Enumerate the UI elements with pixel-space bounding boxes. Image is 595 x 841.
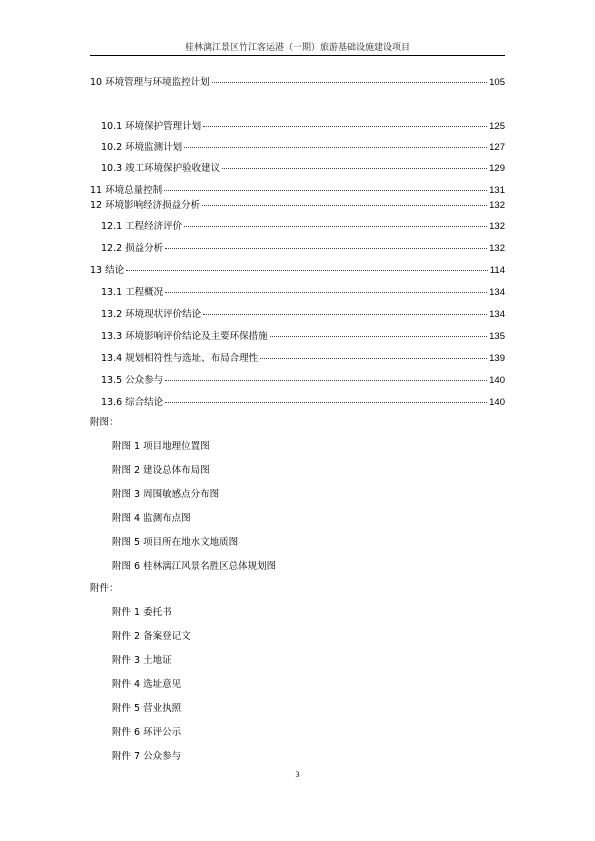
figures-label: 附图： <box>90 417 119 428</box>
attachment-item: 附件 7 公众参与 <box>112 751 182 762</box>
dot-leader <box>222 168 487 169</box>
toc-entry[interactable]: 13 结论 114 <box>90 265 505 276</box>
dot-leader <box>165 380 487 381</box>
dot-leader <box>165 248 487 249</box>
dot-leader <box>202 205 487 206</box>
dot-leader <box>184 226 487 227</box>
figure-item: 附图 3 周围敏感点分布图 <box>112 489 220 500</box>
toc-entry[interactable]: 10.3 竣工环境保护验收建议 129 <box>101 163 505 174</box>
attachment-item: 附件 4 选址意见 <box>112 679 182 690</box>
attachment-item: 附件 5 营业执照 <box>112 703 182 714</box>
toc-entry[interactable]: 13.3 环境影响评价结论及主要环保措施 135 <box>101 331 505 342</box>
attachment-item: 附件 6 环评公示 <box>112 727 182 738</box>
dot-leader <box>126 270 488 271</box>
dot-leader <box>203 126 487 127</box>
attachment-item: 附件 1 委托书 <box>112 607 172 618</box>
figure-item: 附图 6 桂林漓江风景名胜区总体规划图 <box>112 561 277 572</box>
figure-item: 附图 1 项目地理位置图 <box>112 441 210 452</box>
dot-leader <box>270 336 487 337</box>
figure-item: 附图 2 建设总体布局图 <box>112 465 210 476</box>
dot-leader <box>260 358 487 359</box>
toc-entry[interactable]: 13.1 工程概况 134 <box>101 287 505 298</box>
running-header: 桂林漓江景区竹江客运港（一期）旅游基础设施建设项目 <box>184 43 410 53</box>
toc-entry[interactable]: 13.4 规划相符性与选址、布局合理性 139 <box>101 353 505 364</box>
figure-item: 附图 4 监测布点图 <box>112 513 191 524</box>
dot-leader <box>184 147 487 148</box>
toc-entry[interactable]: 13.5 公众参与 140 <box>101 375 505 386</box>
toc-entry[interactable]: 12.2 损益分析 132 <box>101 243 505 254</box>
toc-entry[interactable]: 12 环境影响经济损益分析 132 <box>90 200 505 211</box>
attachment-item: 附件 2 备案登记文 <box>112 631 191 642</box>
dot-leader <box>164 190 487 191</box>
figure-item: 附图 5 项目所在地水文地质图 <box>112 537 239 548</box>
toc-entry[interactable]: 11 环境总量控制 131 <box>90 185 505 196</box>
attachment-item: 附件 3 土地证 <box>112 655 172 666</box>
dot-leader <box>165 292 487 293</box>
dot-leader <box>212 82 488 83</box>
toc-entry[interactable]: 10.2 环境监测计划 127 <box>101 142 505 153</box>
toc-entry[interactable]: 12.1 工程经济评价 132 <box>101 221 505 232</box>
toc-entry[interactable]: 13.6 综合结论 140 <box>101 397 505 408</box>
toc-entry[interactable]: 10.1 环境保护管理计划 125 <box>101 121 505 132</box>
toc-entry[interactable]: 10 环境管理与环境监控计划 105 <box>90 77 505 88</box>
dot-leader <box>165 402 487 403</box>
dot-leader <box>203 314 487 315</box>
toc-entry[interactable]: 13.2 环境现状评价结论 134 <box>101 309 505 320</box>
attachments-label: 附件： <box>90 583 119 594</box>
page-number: 3 <box>295 770 300 779</box>
